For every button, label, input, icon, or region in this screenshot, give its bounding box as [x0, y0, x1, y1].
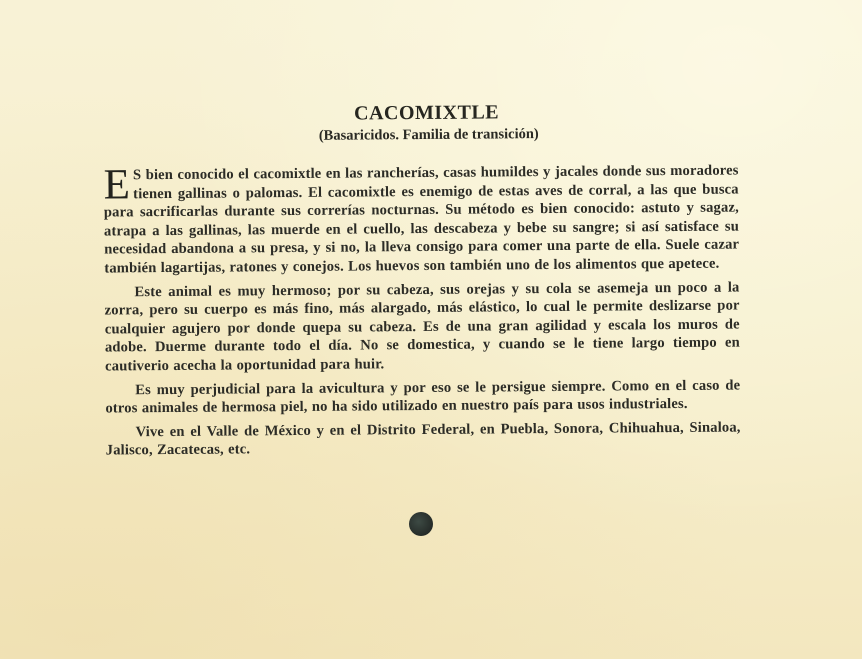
paragraph-4: Vive en el Valle de México y en el Distrito Federal, en Puebla, Sonora, Chihuahua, Sinaloa, Jalisco, Zacatecas, etc.: [105, 419, 741, 459]
paragraph-1: [104, 162, 740, 279]
page-title: CACOMIXTLE: [354, 101, 500, 125]
paragraph-2: Este animal es muy hermoso; por su cabeza, sus orejas y su cola se asemeja un poco a la zorra, pero su cuerpo es más fino, más alargado, más elástico, lo cual le permite deslizarse por cualquier agujero por donde quepa su cabeza. Es de una gran agilidad y escala los muros de adobe. Duerme durante todo el día. No se domestica, y cuando se le tiene largo tiempo en cautiverio acecha la oportunidad para huir.: [104, 279, 740, 375]
punch-hole-dot: [409, 512, 433, 536]
paragraph-3: Es muy perjudicial para la avicultura y por eso se le persigue siempre. Como en el caso de otros animales de hermosa piel, no ha sido utilizado en nuestro país para usos industriales.: [105, 377, 741, 417]
paragraph-1-text: S bien conocido el cacomixtle en las rancherías, casas humildes y jacales donde sus moradores tienen gallinas o palomas. El cacomixtle es enemigo de estas aves de corral, a las que busca para sacrificarlas durante sus correrías nocturnas. Su método es bien conocido: astuto y sagaz, atrapa a las gallinas, las muerde en el cuello, las descabeza y bebe su sangre; si así satisface su necesidad abandona a su presa, y si no, la lleva consigo para comer una parte de ella. Suele cazar también lagartijas, ratones y conejos. Los huevos son también uno de los alimentos que apetece.: [103, 162, 740, 277]
drop-cap: E: [103, 161, 131, 209]
page-subtitle: (Basaricidos. Familia de transición): [318, 126, 539, 144]
article: [103, 98, 741, 466]
